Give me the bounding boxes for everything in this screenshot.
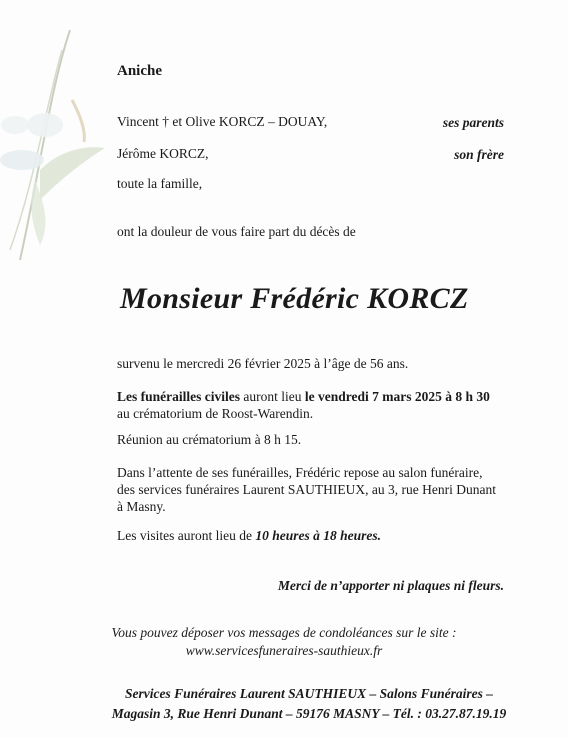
funeral-venue: au crématorium de Roost-Warendin. — [117, 406, 314, 421]
rest-info — [117, 464, 496, 515]
meeting-info: Réunion au crématorium à 8 h 15. — [117, 432, 302, 447]
no-flowers-request: Merci de n’apporter ni plaques ni fleurs. — [277, 578, 504, 593]
funeral-line-1 — [117, 388, 490, 405]
rest-line-1: Dans l’attente de ses funérailles, Frédéric repose au salon funéraire, — [117, 465, 483, 480]
funeral-datetime: le vendredi 7 mars 2025 à 8 h 30 — [304, 389, 490, 404]
location-heading: Aniche — [117, 63, 162, 79]
funeral-details — [117, 388, 490, 422]
visits-text: Les visites auront lieu de — [117, 528, 256, 543]
death-notice: survenu le mercredi 26 février 2025 à l’âge de 56 ans. — [117, 356, 409, 371]
funeral-connector: auront lieu — [239, 389, 305, 404]
lily-flower-decoration — [0, 30, 110, 260]
condolences-info — [0, 624, 568, 660]
family-member-brother: Jérôme KORCZ, — [117, 146, 209, 161]
condolences-url[interactable]: www.servicesfuneraires-sauthieux.fr — [185, 643, 383, 658]
funeral-services-footer — [0, 684, 568, 724]
footer-line-2: Magasin 3, Rue Henri Dunant – 59176 MASNY – Tél. : 03.27.87.19.19 — [111, 706, 507, 721]
rest-line-2: des services funéraires Laurent SAUTHIEUX, au 3, rue Henri Dunant — [117, 482, 496, 497]
funeral-type: Les funérailles civiles — [117, 389, 240, 404]
announcement-intro: ont la douleur de vous faire part du décès de — [117, 224, 356, 239]
relation-brother: son frère — [454, 147, 504, 162]
rest-line-3: à Masny. — [117, 499, 166, 514]
visits-info — [117, 528, 381, 544]
family-member-all: toute la famille, — [117, 176, 203, 191]
footer-line-1: Services Funéraires Laurent SAUTHIEUX – Salons Funéraires – — [125, 686, 493, 701]
deceased-name: Monsieur Frédéric KORCZ — [120, 282, 469, 315]
relation-parents: ses parents — [442, 115, 504, 130]
family-member-parents: Vincent † et Olive KORCZ – DOUAY, — [117, 114, 328, 129]
visits-hours: 10 heures à 18 heures. — [255, 528, 381, 543]
condolences-text: Vous pouvez déposer vos messages de condoléances sur le site : — [111, 625, 457, 640]
